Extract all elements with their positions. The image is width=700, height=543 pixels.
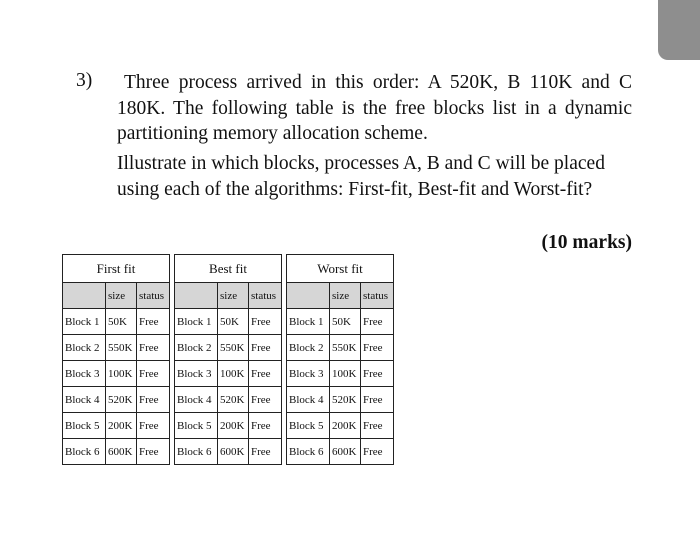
first-fit-table xyxy=(62,254,170,465)
table-row xyxy=(175,309,282,335)
table-title: Best fit xyxy=(175,255,282,283)
table-row xyxy=(287,309,394,335)
block-status-cell: Free xyxy=(137,309,170,335)
block-status-cell: Free xyxy=(361,439,394,465)
header-size: size xyxy=(106,283,137,309)
table-row xyxy=(63,361,170,387)
block-size-cell: 100K xyxy=(330,361,361,387)
block-status-cell: Free xyxy=(361,309,394,335)
block-size-cell: 520K xyxy=(218,387,249,413)
block-name-cell: Block 5 xyxy=(63,413,106,439)
block-size-cell: 50K xyxy=(218,309,249,335)
block-size-cell: 100K xyxy=(218,361,249,387)
header-block-cell xyxy=(287,283,330,309)
block-status-cell: Free xyxy=(137,413,170,439)
block-size-cell: 50K xyxy=(330,309,361,335)
worst-fit-table xyxy=(286,254,394,465)
block-status-cell: Free xyxy=(137,387,170,413)
block-status-cell: Free xyxy=(137,335,170,361)
table-row xyxy=(175,335,282,361)
block-name-cell: Block 3 xyxy=(287,361,330,387)
table-row xyxy=(63,439,170,465)
block-name-cell: Block 3 xyxy=(175,361,218,387)
table-row xyxy=(287,335,394,361)
table-title: Worst fit xyxy=(287,255,394,283)
block-name-cell: Block 5 xyxy=(287,413,330,439)
block-size-cell: 200K xyxy=(218,413,249,439)
table-title: First fit xyxy=(63,255,170,283)
block-name-cell: Block 5 xyxy=(175,413,218,439)
question-number: 3) xyxy=(76,70,93,91)
block-status-cell: Free xyxy=(249,361,282,387)
block-size-cell: 200K xyxy=(106,413,137,439)
question-paragraph-2: Illustrate in which blocks, processes A, B and C will be placed using each of the algorithms: First-fit, Best-fit and Worst-fit? xyxy=(117,153,605,200)
question-paragraph-1: Three process arrived in this order: A 520K, B 110K and C 180K. The following table is the free blocks list in a dynamic partitioning memory allocation scheme. xyxy=(117,72,632,144)
table-row xyxy=(63,413,170,439)
table-row xyxy=(287,439,394,465)
block-status-cell: Free xyxy=(249,387,282,413)
block-size-cell: 520K xyxy=(106,387,137,413)
table-header-row xyxy=(175,283,282,309)
block-size-cell: 600K xyxy=(218,439,249,465)
block-status-cell: Free xyxy=(249,335,282,361)
table-row xyxy=(63,387,170,413)
block-name-cell: Block 2 xyxy=(175,335,218,361)
table-title-row xyxy=(287,255,394,283)
block-status-cell: Free xyxy=(249,439,282,465)
block-name-cell: Block 2 xyxy=(287,335,330,361)
header-block-cell xyxy=(175,283,218,309)
block-size-cell: 100K xyxy=(106,361,137,387)
table-header-row xyxy=(287,283,394,309)
corner-tab[interactable] xyxy=(658,0,700,60)
block-size-cell: 550K xyxy=(218,335,249,361)
block-name-cell: Block 1 xyxy=(175,309,218,335)
table-row xyxy=(175,413,282,439)
table-row xyxy=(287,413,394,439)
block-name-cell: Block 6 xyxy=(287,439,330,465)
table-title-row xyxy=(63,255,170,283)
block-name-cell: Block 4 xyxy=(287,387,330,413)
block-size-cell: 550K xyxy=(330,335,361,361)
header-status: status xyxy=(249,283,282,309)
header-size: size xyxy=(330,283,361,309)
block-name-cell: Block 3 xyxy=(63,361,106,387)
block-name-cell: Block 2 xyxy=(63,335,106,361)
table-row xyxy=(287,361,394,387)
table-row xyxy=(175,361,282,387)
block-status-cell: Free xyxy=(361,387,394,413)
block-size-cell: 520K xyxy=(330,387,361,413)
block-status-cell: Free xyxy=(137,439,170,465)
block-status-cell: Free xyxy=(249,309,282,335)
table-header-row xyxy=(63,283,170,309)
block-size-cell: 600K xyxy=(106,439,137,465)
header-size: size xyxy=(218,283,249,309)
block-name-cell: Block 1 xyxy=(287,309,330,335)
header-status: status xyxy=(137,283,170,309)
block-name-cell: Block 6 xyxy=(175,439,218,465)
block-name-cell: Block 4 xyxy=(175,387,218,413)
table-row xyxy=(175,387,282,413)
table-row xyxy=(175,439,282,465)
block-name-cell: Block 4 xyxy=(63,387,106,413)
header-block-cell xyxy=(63,283,106,309)
block-name-cell: Block 1 xyxy=(63,309,106,335)
table-row xyxy=(63,335,170,361)
table-row xyxy=(63,309,170,335)
best-fit-table xyxy=(174,254,282,465)
block-status-cell: Free xyxy=(137,361,170,387)
table-row xyxy=(287,387,394,413)
block-status-cell: Free xyxy=(361,413,394,439)
marks-label: (10 marks) xyxy=(541,232,632,253)
block-size-cell: 600K xyxy=(330,439,361,465)
header-status: status xyxy=(361,283,394,309)
block-name-cell: Block 6 xyxy=(63,439,106,465)
allocation-tables xyxy=(62,254,394,465)
table-title-row xyxy=(175,255,282,283)
block-size-cell: 50K xyxy=(106,309,137,335)
block-status-cell: Free xyxy=(361,361,394,387)
block-size-cell: 550K xyxy=(106,335,137,361)
block-status-cell: Free xyxy=(361,335,394,361)
block-status-cell: Free xyxy=(249,413,282,439)
block-size-cell: 200K xyxy=(330,413,361,439)
